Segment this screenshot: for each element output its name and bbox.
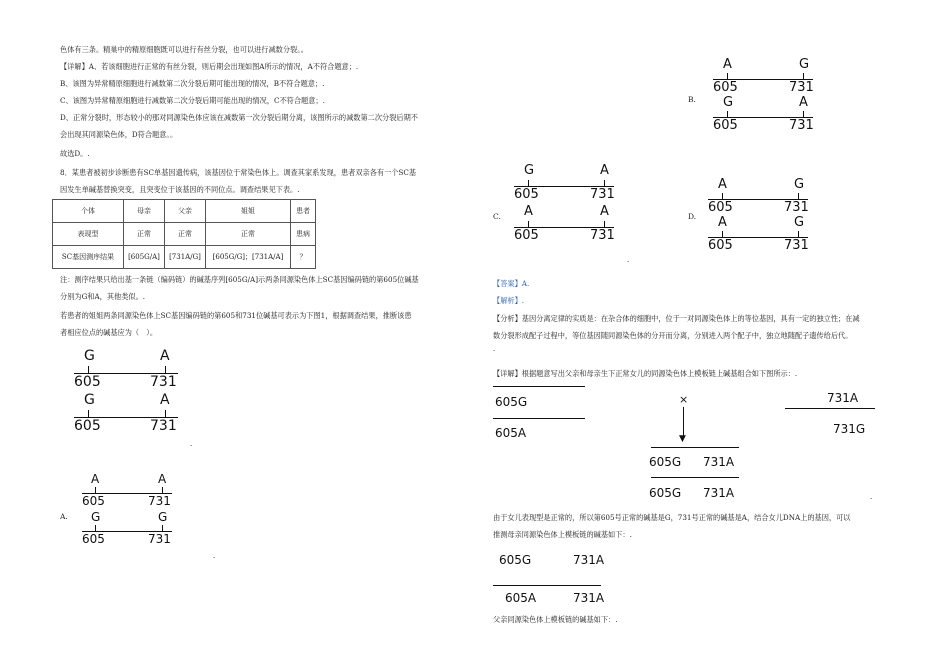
allele-label: A <box>799 95 808 110</box>
allele-label: A <box>723 57 732 72</box>
table-cell: 正常 <box>206 223 291 246</box>
table-cell: [731A/G] <box>165 246 206 269</box>
position-label: 731 <box>148 494 171 508</box>
detail-a: 【详解】A、若该细胞进行正常的有丝分裂，则后期会出现如图A所示的情况，A不符合题意；. <box>60 62 359 71</box>
position-label: 605 <box>74 418 101 434</box>
arrow-down-icon: ▼ <box>679 434 686 444</box>
answer-line: 故选D。. <box>60 149 90 158</box>
father-bottom-label: 731G <box>833 422 866 436</box>
allele-label: A <box>158 472 167 486</box>
strand-label: 731A <box>573 591 605 605</box>
note-line2: 分别为G和A，其他类似。. <box>60 292 146 301</box>
analysis-tag: 【解析】. <box>493 296 525 305</box>
question-8-line3: 若患者的姐姐两条同源染色体上SC基因编码链的第605和731位碱基可表示为下图1，根据调查结果，推断该患 <box>60 311 412 320</box>
table-row <box>53 223 316 246</box>
position-label: 605 <box>74 374 101 390</box>
position-label: 731 <box>150 418 177 434</box>
option-a-label[interactable]: A. <box>60 512 68 521</box>
question-8-line2: 因发生单碱基替换突变，且突变位于该基因的不同位点。调查结果见下表。. <box>60 185 300 194</box>
locus-tick <box>165 366 166 373</box>
option-a-figure[interactable] <box>82 472 177 548</box>
chromosome-line <box>493 418 585 419</box>
child-bottom-label: 731A <box>703 486 735 500</box>
mother-top-label: 605G <box>495 395 528 409</box>
position-label: 605 <box>514 187 539 202</box>
option-d-label[interactable]: D. <box>688 212 697 221</box>
child-top-label: 605G <box>649 455 682 469</box>
position-label: 605 <box>708 238 733 253</box>
strand-label: 731A <box>573 553 605 567</box>
analysis-line1: 【分析】基因分离定律的实质是：在杂合体的细胞中，位于一对同源染色体上的等位基因，具有一定的独立性；在减 <box>493 314 860 323</box>
allele-label: G <box>158 510 168 524</box>
detail-d-line1: D、正常分裂时，形态较小的那对同源染色体应该在减数第一次分裂后期分离，该图所示的减数第二次分裂后期不 <box>60 113 418 122</box>
table-cell: SC基因测序结果 <box>53 246 124 269</box>
cross-diagram <box>493 385 913 505</box>
allele-label: A <box>600 163 609 178</box>
child-top-label: 731A <box>703 455 735 469</box>
child-bottom-label: 605G <box>649 486 682 500</box>
option-d-figure[interactable] <box>708 177 813 257</box>
allele-label: G <box>794 177 805 192</box>
position-label: 605 <box>82 494 105 508</box>
table-cell: 正常 <box>124 223 165 246</box>
table-row <box>53 200 316 223</box>
reasoning-line2: 推测母亲同源染色体上模板链的碱基如下：. <box>493 530 632 539</box>
position-label: 731 <box>789 118 814 133</box>
detail-line: 【详解】根据题意写出父亲和母亲生下正常女儿的同源染色体上模板链上碱基组合如下图所示：. <box>493 369 798 378</box>
position-label: 731 <box>590 228 615 243</box>
allele-label: A <box>160 348 170 364</box>
table-cell: 表现型 <box>53 223 124 246</box>
allele-label: A <box>600 204 609 219</box>
answer-tag: 【答案】A. <box>493 279 530 288</box>
table-cell: 父亲 <box>165 200 206 223</box>
table-cell: 患者 <box>291 200 316 223</box>
position-label: 605 <box>82 532 105 546</box>
sequencing-table <box>52 199 316 269</box>
option-b-label[interactable]: B. <box>688 95 696 104</box>
chromosome-line <box>651 447 739 448</box>
allele-label: G <box>723 95 734 110</box>
position-label: 605 <box>713 118 738 133</box>
question-8-line1: 8．某患者被初步诊断患有SC单基因遗传病，该基因位于常染色体上。调查其家系发现，患者双亲各有一个SC基 <box>60 168 417 177</box>
position-label: 605 <box>514 228 539 243</box>
position-label: 605 <box>708 200 733 215</box>
table-cell: [605G/G]；[731A/A] <box>206 246 291 269</box>
mother-bottom-label: 605A <box>495 426 527 440</box>
strand-label: 605G <box>499 553 532 567</box>
analysis-line2: 数分裂形成配子过程中，等位基因随同源染色体的分开而分离，分别进入两个配子中，独立地随配子遗传给后代。 <box>493 331 853 340</box>
allele-label: A <box>524 204 533 219</box>
mother-template-diagram <box>493 553 613 611</box>
position-label: 731 <box>148 532 171 546</box>
locus-tick <box>165 410 166 417</box>
note-line1: 注：测序结果只给出基一条链（编码链）的碱基序列[605G/A]示两条同源染色体上SC基因编码链的第605位碱基 <box>60 275 419 284</box>
allele-label: G <box>84 348 95 364</box>
detail-b: B、该图为异常精原细胞进行减数第二次分裂后期可能出现的情况，B不符合题意；. <box>60 79 325 88</box>
chromosome-line <box>785 408 875 409</box>
position-label: 731 <box>784 238 809 253</box>
table-cell: 母亲 <box>124 200 165 223</box>
locus-tick <box>88 410 89 417</box>
position-label: 731 <box>150 374 177 390</box>
chromosome-line <box>493 585 601 586</box>
table-cell: 正常 <box>165 223 206 246</box>
question-8-line4: 者相应位点的碱基应为（ ）。 <box>60 328 158 337</box>
table-cell: [605G/A] <box>124 246 165 269</box>
table-cell: 姐姐 <box>206 200 291 223</box>
cross-symbol: × <box>679 393 689 406</box>
allele-label: G <box>524 163 535 178</box>
strand-label: 605A <box>505 591 537 605</box>
table-row <box>53 246 316 269</box>
position-label: 605 <box>713 80 738 95</box>
locus-tick <box>88 366 89 373</box>
reasoning-line1: 由于女儿表现型是正常的，所以第605号正常的碱基是G，731号正常的碱基是A，结合女儿DNA上的基因，可以 <box>493 513 851 522</box>
position-label: 731 <box>590 187 615 202</box>
chromosome-line <box>651 477 739 478</box>
table-cell: 患病 <box>291 223 316 246</box>
detail-c: C、该图为异常精原细胞进行减数第二次分裂后期可能出现的情况，C不符合题意；. <box>60 96 325 105</box>
allele-label: G <box>799 57 810 72</box>
table-cell: 个体 <box>53 200 124 223</box>
detail-d-line2: 会出现其同源染色体，D符合题意。。 <box>60 130 178 139</box>
allele-label: G <box>794 215 805 230</box>
allele-label: G <box>91 510 101 524</box>
father-top-label: 731A <box>827 391 859 405</box>
figure-1 <box>74 348 184 438</box>
father-template-line: 父亲同源染色体上模板链的碱基如下：. <box>493 615 618 624</box>
option-c-figure[interactable] <box>514 163 619 247</box>
option-b-figure[interactable] <box>713 57 818 137</box>
paragraph: 色体有三条。精巢中的精原细胞既可以进行有丝分裂，也可以进行减数分裂。。 <box>60 45 308 54</box>
allele-label: A <box>160 392 170 408</box>
position-label: 731 <box>789 80 814 95</box>
chromosome-line <box>493 386 585 387</box>
table-cell: ？ <box>291 246 316 269</box>
allele-label: G <box>84 392 95 408</box>
option-c-label[interactable]: C. <box>493 212 501 221</box>
allele-label: A <box>718 215 727 230</box>
allele-label: A <box>91 472 100 486</box>
position-label: 731 <box>784 200 809 215</box>
allele-label: A <box>718 177 727 192</box>
